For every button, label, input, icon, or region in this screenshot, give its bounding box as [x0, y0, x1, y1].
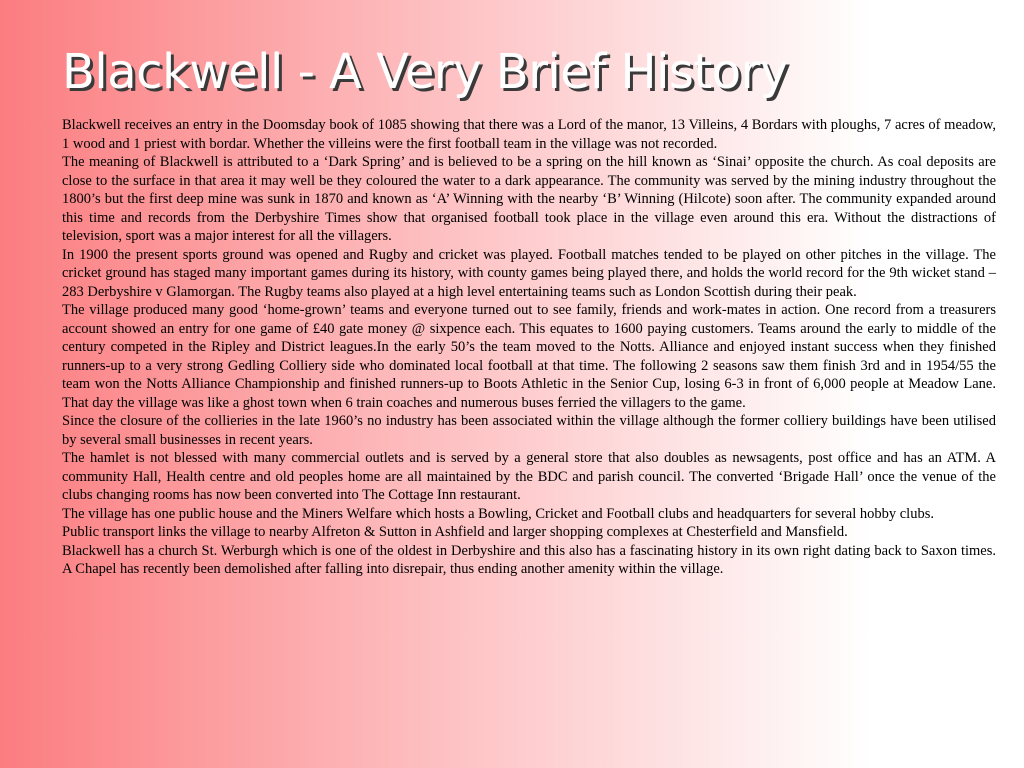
paragraph-transport: Public transport links the village to nearby Alfreton & Sutton in Ashfield and larger shopping complexes at Chesterfield and Mansfield. — [62, 524, 848, 540]
slide-title: Blackwell - A Very Brief History — [62, 44, 788, 100]
paragraph-public-house: The village has one public house and the Miners Welfare which hosts a Bowling, Cricket and Football clubs and headquarters for several hobby clubs. — [62, 505, 934, 522]
paragraph-church: Blackwell has a church St. Werburgh which is one of the oldest in Derbyshire and this also has a fascinating history in its own right dating back to Saxon times. A Chapel has recently been demolished after falling into disrepair, thus ending another amenity within the village. — [62, 542, 996, 577]
paragraph-doomsday: Blackwell receives an entry in the Doomsday book of 1085 showing that there was a Lord of the manor, 13 Villeins, 4 Bordars with ploughs, 7 acres of meadow, 1 wood and 1 priest with bordar. Whether the villeins were the first football team in the village was not recorded. — [62, 117, 996, 152]
slide-body — [62, 116, 996, 579]
paragraph-name-meaning: The meaning of Blackwell is attributed to a ‘Dark Spring’ and is believed to be a spring on the hill known as ‘Sinai’ opposite the church. As coal deposits are close to the surface in that area it may well be they coloured the water to a dark appearance. The community was served by the mining industry throughout the 1800’s but the first deep mine was sunk in 1870 and known as ‘A’ Winning with the nearby ‘B’ Winning (Hilcote) soon after. The community expanded around this time and records from the Derbyshire Times show that organised football took place in the village even around this era. Without the distractions of television, sport was a major interest for all the villagers. — [62, 154, 996, 244]
paragraph-amenities: The hamlet is not blessed with many commercial outlets and is served by a general store that also doubles as newsagents, post office and has an ATM. A community Hall, Health centre and old peoples home are all maintained by the BDC and parish council. The converted ‘Brigade Hall’ once the venue of the clubs changing rooms has now been converted into The Cottage Inn restaurant. — [62, 450, 996, 503]
paragraph-football-teams: The village produced many good ‘home-grown’ teams and everyone turned out to see family, friends and work-mates in action. One record from a treasurers account showed an entry for one game of £40 gate money @ sixpence each. This equates to 1600 paying customers. Teams around the early to middle of the century competed in the Ripley and District leagues.In the early 50’s the team moved to the Notts. Alliance and enjoyed instant success when they finished runners-up to a very strong Gedling Colliery side who dominated local football at that time. The following 2 seasons saw them finish 3rd and in 1954/55 the team won the Notts Alliance Championship and finished runners-up to Boots Athletic in the Senior Cup, losing 6-3 in front of 6,000 people at Meadow Lane. That day the village was like a ghost town when 6 train coaches and numerous buses ferried the villagers to the game. — [62, 302, 996, 411]
paragraph-colliery-closure: Since the closure of the collieries in the late 1960’s no industry has been associated within the village although the former colliery buildings have been utilised by several small businesses in recent years. — [62, 413, 996, 448]
paragraph-sports-ground: In 1900 the present sports ground was opened and Rugby and cricket was played. Football matches tended to be played on other pitches in the village. The cricket ground has staged many important games during its history, with county games being played there, and holds the world record for the 9th wicket stand – 283 Derbyshire v Glamorgan. The Rugby teams also played at a high level entertaining teams such as London Scottish during their peak. — [62, 246, 996, 300]
